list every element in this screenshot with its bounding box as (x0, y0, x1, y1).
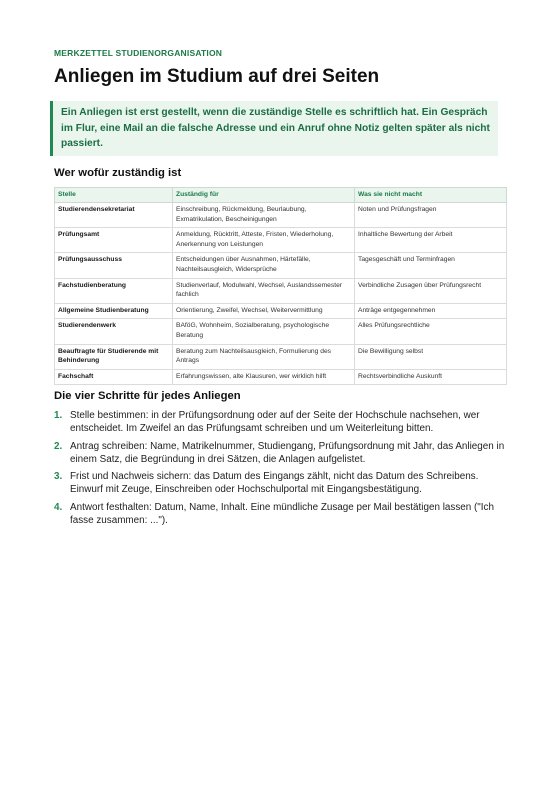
table-row (55, 344, 507, 369)
table-row (55, 253, 507, 278)
cell-stelle: Studierendenwerk (55, 319, 173, 344)
cell-zustaendig: BAföG, Wohnheim, Sozialberatung, psychologische Beratung (173, 319, 355, 344)
cell-zustaendig: Studienverlauf, Modulwahl, Wechsel, Auslandssemester fachlich (173, 278, 355, 303)
page-title: Anliegen im Studium auf drei Seiten (54, 66, 380, 87)
step-number: 1. (54, 410, 63, 421)
cell-stelle: Beauftragte für Studierende mit Behinderung (55, 344, 173, 369)
step-number: 2. (54, 440, 63, 452)
column-header-stelle: Stelle (55, 188, 173, 203)
table-row (55, 278, 507, 303)
column-header-zustaendig: Zuständig für (173, 188, 355, 203)
steps-list (54, 409, 506, 531)
cell-zustaendig: Einschreibung, Rückmeldung, Beurlaubung, Exmatrikulation, Bescheinigungen (173, 203, 355, 228)
step-text: Frist und Nachweis sichern: das Datum des Eingangs zählt, nicht das Datum des Schreibens. Einwurf mit Zeuge, Einschreiben oder Hochschulportal mit Eingangsbestätigung. (70, 471, 479, 496)
cell-zustaendig: Orientierung, Zweifel, Wechsel, Weitervermittlung (173, 303, 355, 319)
responsibilities-heading: Wer wofür zuständig ist (54, 167, 182, 179)
cell-zustaendig: Erfahrungswissen, alte Klausuren, wer wirklich hilft (173, 369, 355, 385)
table-row (55, 203, 507, 228)
step-text: Antrag schreiben: Name, Matrikelnummer, Studiengang, Prüfungsordnung mit Jahr, das Anliegen in einem Satz, die Begründung in drei Sätzen, die Anlagen aufgelistet. (70, 440, 505, 465)
cell-nicht: Anträge entgegennehmen (355, 303, 507, 319)
cell-zustaendig: Entscheidungen über Ausnahmen, Härtefälle, Nachteilsausgleich, Widersprüche (173, 253, 355, 278)
step-text: Antwort festhalten: Datum, Name, Inhalt. Eine mündliche Zusage per Mail bestätigen lassen ("Ich fasse zusammen: ..."). (70, 501, 494, 526)
table-row (55, 228, 507, 253)
cell-nicht: Inhaltliche Bewertung der Arbeit (355, 228, 507, 253)
table-row (55, 319, 507, 344)
table-row (55, 303, 507, 319)
document-kicker: MERKZETTEL STUDIENORGANISATION (54, 48, 223, 58)
responsibilities-table (54, 187, 507, 385)
list-item (54, 470, 506, 496)
cell-nicht: Die Bewilligung selbst (355, 344, 507, 369)
cell-zustaendig: Anmeldung, Rücktritt, Atteste, Fristen, Wiederholung, Anerkennung von Leistungen (173, 228, 355, 253)
cell-nicht: Tagesgeschäft und Terminfragen (355, 253, 507, 278)
key-rule-callout: Ein Anliegen ist erst gestellt, wenn die zuständige Stelle es schriftlich hat. Ein Gespräch im Flur, eine Mail an die falsche Adresse und ein Anruf ohne Notiz gelten später als nicht passiert. (50, 101, 498, 156)
step-number: 4. (54, 501, 63, 513)
step-text: Stelle bestimmen: in der Prüfungsordnung oder auf der Seite der Hochschule nachsehen, wer entscheidet. Im Zweifel an das Prüfungsamt schreiben und um Weiterleitung bitten. (70, 410, 480, 435)
table-row (55, 369, 507, 385)
cell-stelle: Prüfungsausschuss (55, 253, 173, 278)
cell-stelle: Prüfungsamt (55, 228, 173, 253)
list-item (54, 409, 506, 435)
column-header-nicht: Was sie nicht macht (355, 188, 507, 203)
list-item (54, 440, 506, 466)
table-header-row (55, 188, 507, 203)
cell-nicht: Rechtsverbindliche Auskunft (355, 369, 507, 385)
cell-stelle: Studierendensekretariat (55, 203, 173, 228)
cell-stelle: Allgemeine Studienberatung (55, 303, 173, 319)
cell-nicht: Noten und Prüfungsfragen (355, 203, 507, 228)
cell-nicht: Alles Prüfungsrechtliche (355, 319, 507, 344)
cell-stelle: Fachschaft (55, 369, 173, 385)
cell-zustaendig: Beratung zum Nachteilsausgleich, Formulierung des Antrags (173, 344, 355, 369)
list-item (54, 501, 506, 527)
cell-nicht: Verbindliche Zusagen über Prüfungsrecht (355, 278, 507, 303)
step-number: 3. (54, 471, 63, 483)
cell-stelle: Fachstudienberatung (55, 278, 173, 303)
steps-heading: Die vier Schritte für jedes Anliegen (54, 390, 241, 402)
